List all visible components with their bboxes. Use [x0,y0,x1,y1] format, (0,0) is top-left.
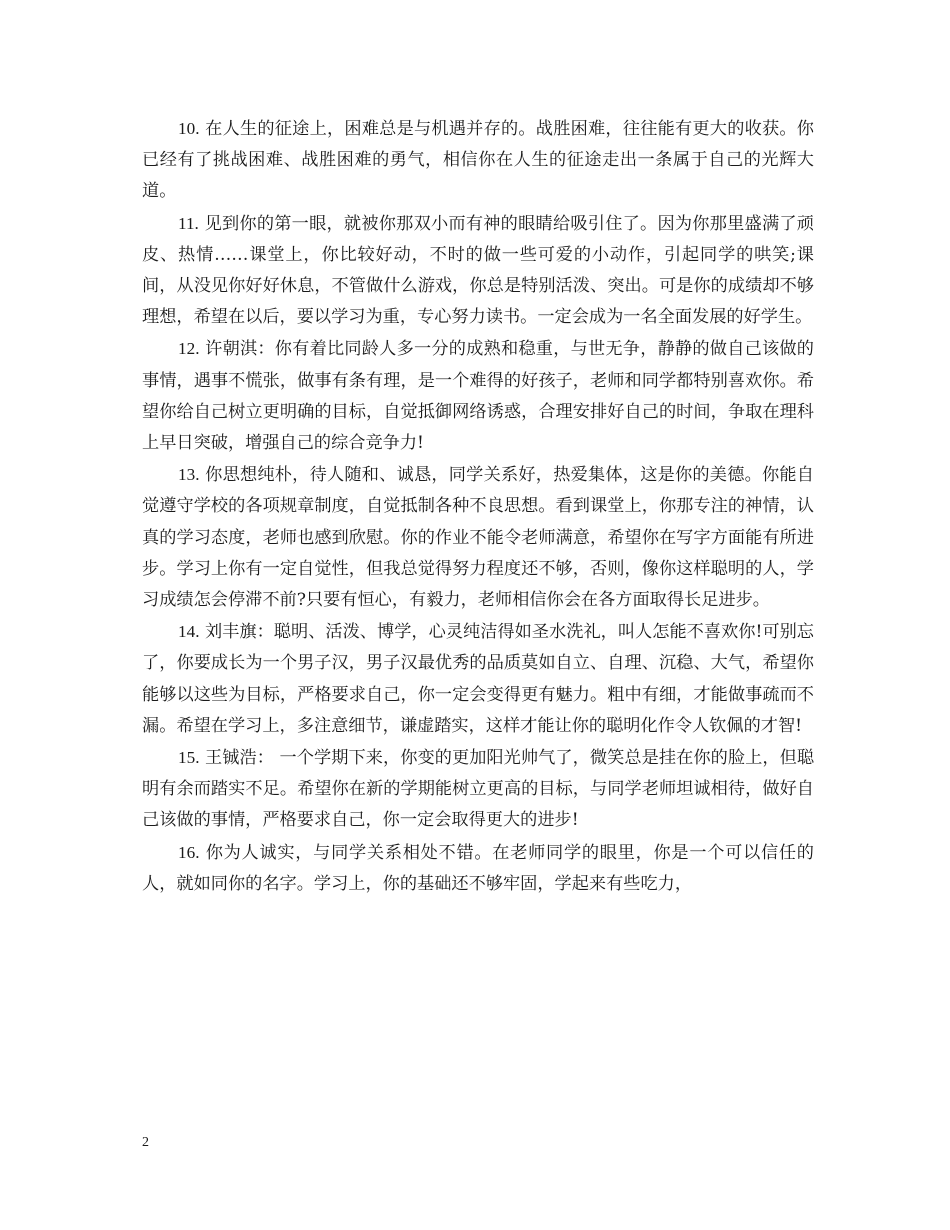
paragraph-12 [142,333,814,459]
paragraph-number: 16. [178,842,200,862]
paragraph-number: 11. [178,213,199,233]
paragraph-number: 13. [178,465,200,485]
paragraph-text: 王铖浩： 一个学期下来，你变的更加阳光帅气了，微笑总是挂在你的脸上，但聪明有余而踏实不足。希望你在新的学期能树立更高的目标，与同学老师坦诚相待，做好自己该做的事情，严格要求自己，你一定会取得更大的进步! [142,748,815,831]
paragraph-16 [142,837,814,900]
paragraph-text: 刘丰旗：聪明、活泼、博学，心灵纯洁得如圣水洗礼，叫人怎能不喜欢你!可别忘了，你要成长为一个男子汉，男子汉最优秀的品质莫如自立、自理、沉稳、大气，希望你能够以这些为目标，严格要求自己，你一定会变得更有魅力。粗中有细，才能做事疏而不漏。希望在学习上，多注意细节，谦虚踏实，这样才能让你的聪明化作令人钦佩的才智! [142,622,814,736]
paragraph-13 [142,459,814,616]
paragraph-number: 15. [178,748,200,768]
paragraph-11 [142,208,814,334]
paragraph-number: 14. [178,622,200,642]
paragraph-10 [142,113,814,208]
paragraph-text: 在人生的征途上，困难总是与机遇并存的。战胜困难，往往能有更大的收获。你已经有了挑战困难、战胜困难的勇气，相信你在人生的征途走出一条属于自己的光辉大道。 [142,119,814,202]
page-number: 2 [142,1135,149,1150]
paragraph-number: 12. [178,339,200,359]
paragraph-number: 10. [178,119,200,138]
paragraph-text: 见到你的第一眼，就被你那双小而有神的眼睛给吸引住了。因为你那里盛满了顽皮、热情……课堂上，你比较好动，不时的做一些可爱的小动作，引起同学的哄笑;课间，从没见你好好休息，不管做什么游戏，你总是特别活泼、突出。可是你的成绩却不够理想，希望在以后，要以学习为重，专心努力读书。一定会成为一名全面发展的好学生。 [142,213,814,328]
paragraph-text: 许朝淇：你有着比同龄人多一分的成熟和稳重，与世无争，静静的做自己该做的事情，遇事不慌张，做事有条有理，是一个难得的好孩子，老师和同学都特别喜欢你。希望你给自己树立更明确的目标，自觉抵御网络诱惑，合理安排好自己的时间，争取在理科上早日突破，增强自己的综合竞争力! [142,339,814,454]
paragraph-text: 你为人诚实，与同学关系相处不错。在老师同学的眼里，你是一个可以信任的人，就如同你的名字。学习上，你的基础还不够牢固，学起来有些吃力， [142,842,814,894]
paragraph-15 [142,742,814,837]
paragraph-text: 你思想纯朴，待人随和、诚恳，同学关系好，热爱集体，这是你的美德。你能自觉遵守学校的各项规章制度，自觉抵制各种不良思想。看到课堂上，你那专注的神情，认真的学习态度，老师也感到欣慰。你的作业不能令老师满意，希望你在写字方面能有所进步。学习上你有一定自觉性，但我总觉得努力程度还不够，否则，像你这样聪明的人，学习成绩怎会停滞不前?只要有恒心，有毅力，老师相信你会在各方面取得长足进步。 [142,465,814,611]
document-body [142,113,814,900]
paragraph-14 [142,616,814,742]
